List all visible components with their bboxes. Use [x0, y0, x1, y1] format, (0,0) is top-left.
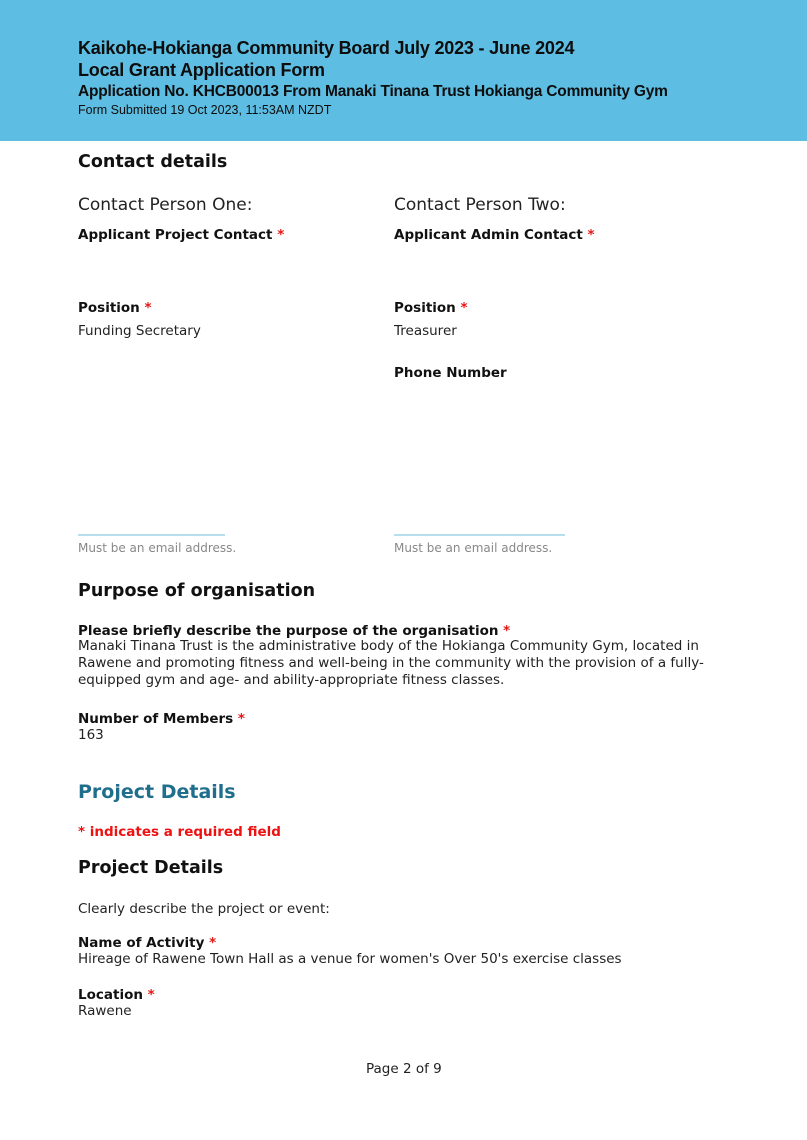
submitted-timestamp: Form Submitted 19 Oct 2023, 11:53AM NZDT: [78, 103, 332, 117]
purpose-answer: Manaki Tinana Trust is the administrative body of the Hokianga Community Gym, located in Rawene and promoting fitness and well-being in the community with the provision of a fully-equipped gym and age- and ability-appropriate fitness classes.: [78, 638, 704, 688]
required-asterisk: *: [277, 227, 285, 243]
email-field-one[interactable]: [78, 534, 225, 536]
required-field-note: * indicates a required field: [78, 824, 281, 840]
required-asterisk: *: [237, 711, 245, 727]
label-text: Name of Activity: [78, 935, 205, 951]
purpose-heading: Purpose of organisation: [78, 581, 316, 601]
email-field-two[interactable]: [394, 534, 565, 536]
label-text: Please briefly describe the purpose of the organisation: [78, 623, 499, 639]
application-number: Application No. KHCB00013 From Manaki Tinana Trust Hokianga Community Gym: [78, 83, 668, 100]
contact-details-heading: Contact details: [78, 152, 228, 172]
position-one-value: Funding Secretary: [78, 323, 201, 339]
label-text: Position: [394, 300, 456, 316]
required-asterisk: *: [144, 300, 152, 316]
purpose-question-label: [78, 623, 510, 639]
contact-person-one-title: Contact Person One:: [78, 195, 253, 215]
position-two-value: Treasurer: [394, 323, 457, 339]
required-asterisk: *: [147, 987, 155, 1003]
members-label: [78, 711, 245, 727]
activity-value: Hireage of Rawene Town Hall as a venue for women's Over 50's exercise classes: [78, 951, 622, 967]
phone-number-label: Phone Number: [394, 365, 507, 381]
required-asterisk: *: [460, 300, 468, 316]
label-text: Applicant Project Contact: [78, 227, 273, 243]
label-text: Position: [78, 300, 140, 316]
applicant-project-contact-label: [78, 227, 284, 243]
contact-person-two-title: Contact Person Two:: [394, 195, 566, 215]
location-value: Rawene: [78, 1003, 132, 1019]
activity-label: [78, 935, 216, 951]
email-hint-one: Must be an email address.: [78, 541, 237, 555]
applicant-admin-contact-label: [394, 227, 595, 243]
label-text: Location: [78, 987, 143, 1003]
position-one-label: [78, 300, 152, 316]
project-intro: Clearly describe the project or event:: [78, 901, 330, 917]
page-number: Page 2 of 9: [366, 1061, 442, 1077]
required-asterisk: *: [209, 935, 217, 951]
form-title: Local Grant Application Form: [78, 60, 325, 80]
form-header: [0, 0, 807, 141]
label-text: Applicant Admin Contact: [394, 227, 583, 243]
location-label: [78, 987, 155, 1003]
project-details-section-title: Project Details: [78, 781, 236, 803]
members-value: 163: [78, 727, 104, 743]
project-details-heading: Project Details: [78, 858, 224, 878]
label-text: Number of Members: [78, 711, 234, 727]
required-asterisk: *: [503, 623, 511, 639]
required-asterisk: *: [587, 227, 595, 243]
email-hint-two: Must be an email address.: [394, 541, 553, 555]
position-two-label: [394, 300, 468, 316]
board-title: Kaikohe-Hokianga Community Board July 2023 - June 2024: [78, 38, 575, 58]
